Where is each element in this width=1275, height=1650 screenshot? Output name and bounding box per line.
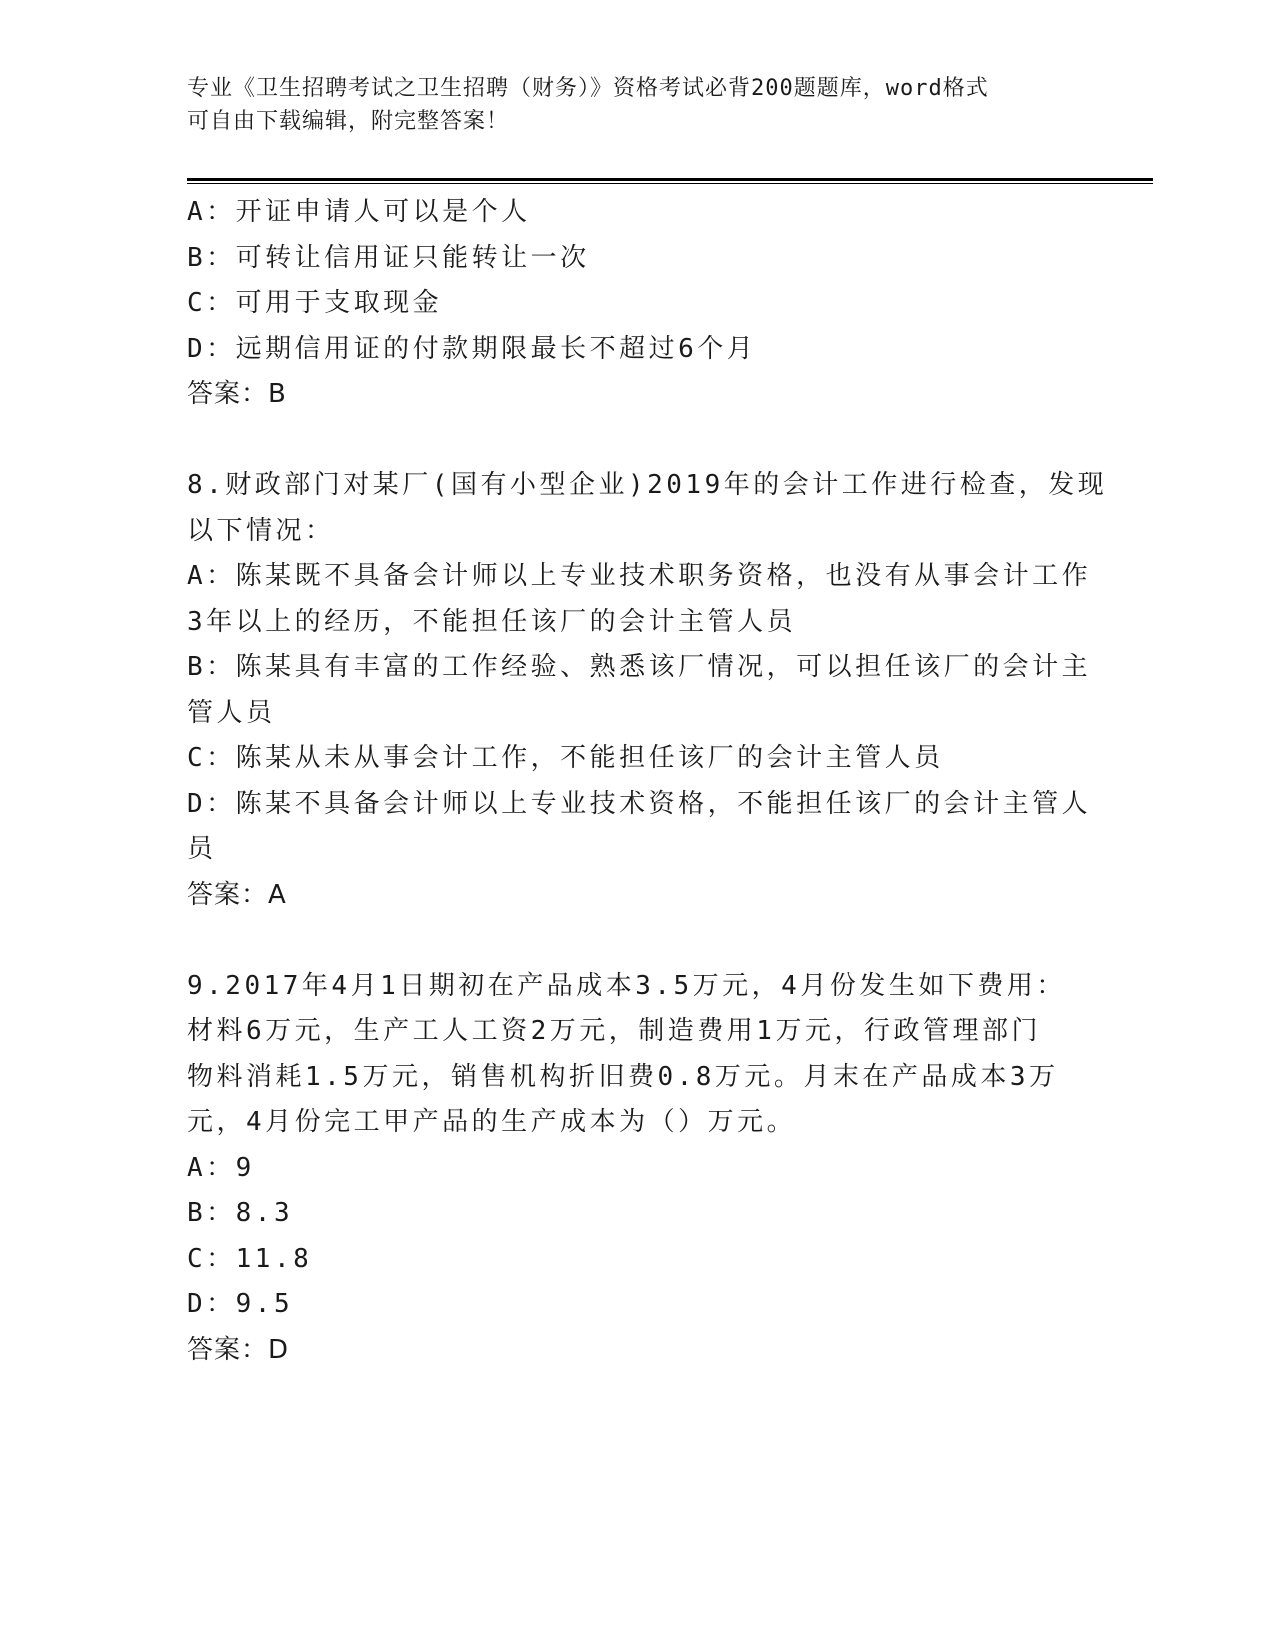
option-c: C：11.8 [187,1243,313,1274]
option-c: C：陈某从未从事会计工作，不能担任该厂的会计主管人员 [187,743,944,773]
question-7 [187,190,1087,418]
header-divider-thin [187,183,1153,184]
question-stem: 物料消耗1.5万元，销售机构折旧费0.8万元。月末在产品成本3万 [187,1061,1059,1092]
answer-label: 答案：D [187,1334,290,1365]
header-title-line-1: 专业《卫生招聘考试之卫生招聘（财务）》资格考试必背200题题库，word格式 [187,76,989,101]
document-header [187,72,1087,138]
option-b-continued: 管人员 [187,697,276,728]
option-d: D：远期信用证的付款期限最长不超过6个月 [187,333,757,364]
question-8 [187,463,1108,918]
option-d: D：陈某不具备会计师以上专业技术资格，不能担任该厂的会计主管人 [187,788,1092,819]
header-divider-thick [187,178,1153,181]
option-b: B：可转让信用证只能转让一次 [187,242,590,273]
question-list [187,190,1108,1373]
option-a: A：开证申请人可以是个人 [187,197,531,227]
question-stem: 材料6万元，生产工人工资2万元，制造费用1万元，行政管理部门 [187,1016,1041,1046]
question-spacer [187,418,1087,464]
option-d: D：9.5 [187,1289,294,1319]
option-a-continued: 3年以上的经历，不能担任该厂的会计主管人员 [187,606,797,637]
answer-label: 答案：B [187,379,287,409]
answer-label: 答案：A [187,879,287,910]
question-stem: 9.2017年4月1日期初在产品成本3.5万元，4月份发生如下费用： [187,970,1066,1001]
question-stem: 以下情况： [187,515,335,546]
option-b: B：8.3 [187,1198,294,1228]
question-stem: 元，4月份完工甲产品的生产成本为（）万元。 [187,1107,797,1137]
question-9 [187,964,1087,1374]
question-stem: 8.财政部门对某厂(国有小型企业)2019年的会计工作进行检查，发现 [187,470,1108,500]
option-d-continued: 员 [187,834,217,864]
question-spacer [187,918,1087,964]
option-a: A：9 [187,1152,255,1183]
option-a: A：陈某既不具备会计师以上专业技术职务资格，也没有从事会计工作 [187,561,1092,591]
option-b: B：陈某具有丰富的工作经验、熟悉该厂情况，可以担任该厂的会计主 [187,652,1092,682]
header-title-line-2: 可自由下载编辑，附完整答案！ [187,109,510,134]
option-c: C：可用于支取现金 [187,288,443,318]
